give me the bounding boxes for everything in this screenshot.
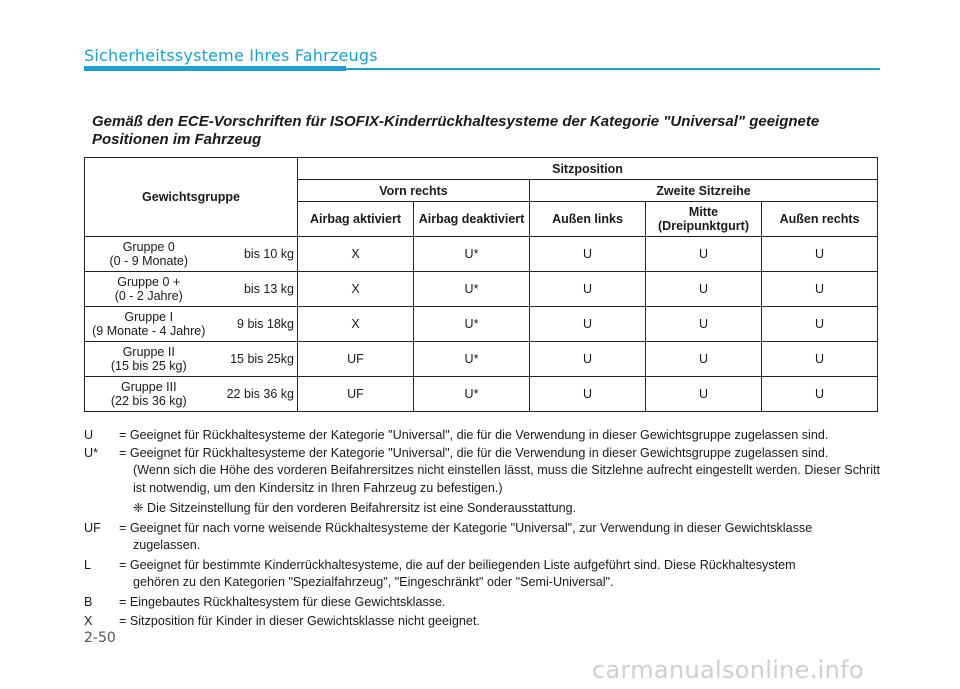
weight-cell: 9 bis 18kg: [213, 307, 298, 342]
legend-text-cont: zugelassen.: [133, 538, 201, 552]
group-name: Gruppe II: [122, 345, 175, 359]
table-row: [85, 237, 878, 272]
weight-group-cell: [85, 307, 213, 342]
col-airbag-deactivated: Airbag deaktiviert: [414, 202, 530, 237]
legend-text: = Geeignet für bestimmte Kinderrückhaltesysteme, die auf der beiliegenden Liste aufgeführt sind. Diese Rückhaltesystem: [119, 557, 796, 572]
legend-x: [84, 613, 880, 631]
legend-text: = Geeignet für nach vorne weisende Rückhaltesysteme der Kategorie "Universal", zur Verwendung in dieser Gewichtsklasse: [119, 520, 813, 535]
suitability-cell: U: [530, 342, 646, 377]
suitability-cell: U*: [414, 342, 530, 377]
group-range: (15 bis 25 kg): [110, 359, 187, 373]
group-range: (9 Monate - 4 Jahre): [92, 324, 206, 338]
legend-text: = Geeignet für Rückhaltesysteme der Kategorie "Universal", die für die Verwendung in dieser Gewichtsgruppe zugelassen sind.: [119, 445, 829, 460]
suitability-cell: UF: [298, 342, 414, 377]
legend-u-star: [84, 445, 880, 518]
col-outer-right: Außen rechts: [762, 202, 878, 237]
weight-group-cell: [85, 272, 213, 307]
suitability-cell: U: [762, 377, 878, 412]
suitability-cell: U: [646, 272, 762, 307]
suitability-cell: U: [762, 272, 878, 307]
suitability-cell: U: [646, 237, 762, 272]
weight-cell: 15 bis 25kg: [213, 342, 298, 377]
legend-text: = Geeignet für Rückhaltesysteme der Kategorie "Universal", die für die Verwendung in dieser Gewichtsgruppe zugelassen sind.: [119, 428, 829, 442]
suitability-cell: U: [530, 237, 646, 272]
suitability-cell: U: [762, 237, 878, 272]
header-accent-bar: [84, 66, 346, 71]
suitability-cell: U: [646, 377, 762, 412]
suitability-cell: U*: [414, 272, 530, 307]
legend-text: = Sitzposition für Kinder in dieser Gewichtsklasse nicht geeignet.: [119, 614, 480, 628]
table-row: [85, 377, 878, 412]
suitability-cell: X: [298, 272, 414, 307]
legend-text-cont: gehören zu den Kategorien "Spezialfahrzeug", "Eingeschränkt" oder "Semi-Universal".: [133, 575, 614, 589]
suitability-cell: U*: [414, 307, 530, 342]
legend-code: U: [84, 428, 94, 442]
legend: [84, 427, 880, 631]
legend-code: L: [84, 557, 92, 572]
legend-code: U*: [84, 445, 98, 460]
group-name: Gruppe 0 +: [117, 275, 181, 289]
weight-cell: 22 bis 36 kg: [213, 377, 298, 412]
group-name: Gruppe III: [120, 380, 177, 394]
document-title: Gemäß den ECE-Vorschriften für ISOFIX-Kinderrückhaltesysteme der Kategorie "Universal" geeignete Positionen im Fahrzeug: [92, 113, 820, 148]
group-range: (22 bis 36 kg): [110, 394, 187, 408]
legend-l: [84, 557, 880, 592]
header-rule: [346, 68, 880, 70]
suitability-cell: X: [298, 237, 414, 272]
page-number: 2-50: [84, 630, 116, 646]
weight-group-cell: [85, 237, 213, 272]
col-middle: Mitte (Dreipunktgurt): [646, 202, 762, 237]
table-row: [85, 272, 878, 307]
weight-group-cell: [85, 377, 213, 412]
legend-text-cont: (Wenn sich die Höhe des vorderen Beifahrersitzes nicht einstellen lässt, muss die Sitzlehne aufrecht eingestellt werden. Dieser Schritt ist notwendig, um den Kindersitz in Ihren Fahrzeug zu befestigen.): [133, 463, 880, 495]
group-range: (0 - 2 Jahre): [114, 289, 183, 303]
suitability-cell: U: [530, 272, 646, 307]
legend-text: = Eingebautes Rückhaltesystem für diese Gewichtsklasse.: [119, 594, 446, 609]
suitability-cell: X: [298, 307, 414, 342]
legend-code: B: [84, 594, 93, 609]
col-outer-left: Außen links: [530, 202, 646, 237]
suitability-cell: U*: [414, 377, 530, 412]
suitability-cell: U: [530, 307, 646, 342]
legend-u: [84, 427, 880, 445]
suitability-cell: U*: [414, 237, 530, 272]
col-airbag-active: Airbag aktiviert: [298, 202, 414, 237]
isofix-table: [84, 157, 878, 412]
legend-code: X: [84, 614, 93, 628]
suitability-cell: U: [530, 377, 646, 412]
suitability-cell: U: [762, 342, 878, 377]
weight-group-cell: [85, 342, 213, 377]
watermark: carmanualsonline.info: [592, 656, 864, 684]
suitability-cell: U: [646, 342, 762, 377]
suitability-cell: UF: [298, 377, 414, 412]
legend-code: UF: [84, 520, 101, 535]
legend-note: ❈ Die Sitzeinstellung für den vorderen Beifahrersitz ist eine Sonderausstattung.: [133, 501, 577, 515]
group-name: Gruppe 0: [122, 240, 175, 254]
suitability-cell: U: [762, 307, 878, 342]
table-row: [85, 342, 878, 377]
group-range: (0 - 9 Monate): [109, 254, 188, 268]
weight-cell: bis 13 kg: [213, 272, 298, 307]
seat-position-header: Sitzposition: [298, 158, 878, 180]
weight-group-header: Gewichtsgruppe: [85, 158, 298, 237]
group-name: Gruppe I: [124, 310, 174, 324]
second-row-header: Zweite Sitzreihe: [530, 180, 878, 202]
legend-uf: [84, 520, 880, 555]
suitability-cell: U: [646, 307, 762, 342]
weight-cell: bis 10 kg: [213, 237, 298, 272]
section-header: Sicherheitssysteme Ihres Fahrzeugs: [84, 46, 378, 65]
legend-b: [84, 594, 880, 612]
table-row: [85, 307, 878, 342]
front-right-header: Vorn rechts: [298, 180, 530, 202]
